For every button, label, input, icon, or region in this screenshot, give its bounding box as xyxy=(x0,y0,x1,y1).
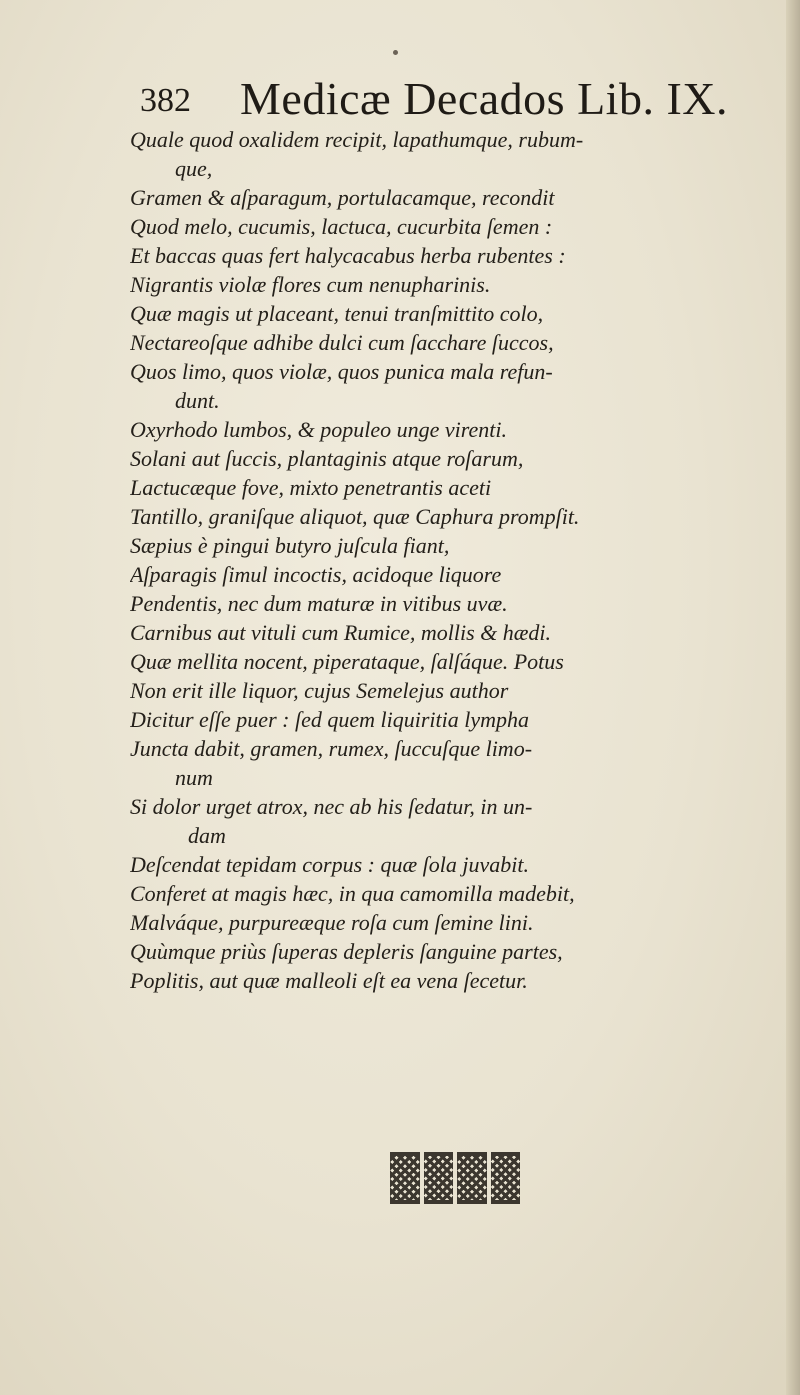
verse-line: Et baccas quas fert halycacabus herba rubentes : xyxy=(130,243,566,268)
ornament-block xyxy=(491,1152,521,1204)
page-edge-shadow xyxy=(786,0,800,1395)
ornament-block xyxy=(457,1152,487,1204)
verse-line: Nectareoſque adhibe dulci cum ſacchare ſuccos, xyxy=(130,330,554,355)
verse-line-continuation: que, xyxy=(175,156,213,181)
verse-line: Oxyrhodo lumbos, & populeo unge virenti. xyxy=(130,417,508,442)
verse-line: Juncta dabit, gramen, rumex, ſuccuſque limo- xyxy=(130,736,533,761)
ornament-block xyxy=(424,1152,454,1204)
page-number: 382 xyxy=(140,82,191,119)
verse-line-continuation: dam xyxy=(188,823,226,848)
verse-line: Nigrantis violæ flores cum nenupharinis. xyxy=(130,272,491,297)
verse-line: Lactucæque fove, mixto penetrantis aceti xyxy=(130,475,492,500)
verse-line: Non erit ille liquor, cujus Semelejus author xyxy=(130,678,509,703)
verse-line: Quale quod oxalidem recipit, lapathumque, rubum- xyxy=(130,127,584,152)
verse-line: Tantillo, graniſque aliquot, quæ Caphura prompſit. xyxy=(130,504,580,529)
verse-line: Quos limo, quos violæ, quos punica mala refun- xyxy=(130,359,553,384)
poem-text xyxy=(130,125,760,995)
verse-line: Quæ magis ut placeant, tenui tranſmittito colo, xyxy=(130,301,544,326)
running-header xyxy=(140,72,740,124)
verse-line: Sæpius è pingui butyro juſcula fiant, xyxy=(130,533,450,558)
ornament-block xyxy=(390,1152,420,1204)
verse-line: Quæ mellita nocent, piperataque, ſalſáque. Potus xyxy=(130,649,564,674)
verse-line: Poplitis, aut quæ malleoli eſt ea vena ſecetur. xyxy=(130,968,528,993)
verse-line: Aſparagis ſimul incoctis, acidoque liquore xyxy=(130,562,502,587)
verse-line: Quod melo, cucumis, lactuca, cucurbita ſemen : xyxy=(130,214,553,239)
verse-line: Deſcendat tepidam corpus : quæ ſola juvabit. xyxy=(130,852,529,877)
verse-line: Quùmque priùs ſuperas depleris ſanguine partes, xyxy=(130,939,563,964)
ink-speck xyxy=(393,50,398,55)
verse-line: Dicitur eſſe puer : ſed quem liquiritia lympha xyxy=(130,707,529,732)
verse-line: Conferet at magis hæc, in qua camomilla madebit, xyxy=(130,881,575,906)
verse-line: Solani aut ſuccis, plantaginis atque roſarum, xyxy=(130,446,524,471)
verse-line: Pendentis, nec dum maturæ in vitibus uvæ. xyxy=(130,591,508,616)
verse-line: Si dolor urget atrox, nec ab his ſedatur, in un- xyxy=(130,794,533,819)
verse-line-continuation: dunt. xyxy=(175,388,220,413)
printers-ornament xyxy=(390,1152,520,1204)
verse-line-continuation: num xyxy=(175,765,213,790)
verse-line: Carnibus aut vituli cum Rumice, mollis & hædi. xyxy=(130,620,552,645)
verse-line: Gramen & aſparagum, portulacamque, recondit xyxy=(130,185,555,210)
running-title: Medicæ Decados Lib. IX. xyxy=(240,73,728,124)
verse-line: Malváque, purpureæque roſa cum ſemine lini. xyxy=(130,910,534,935)
